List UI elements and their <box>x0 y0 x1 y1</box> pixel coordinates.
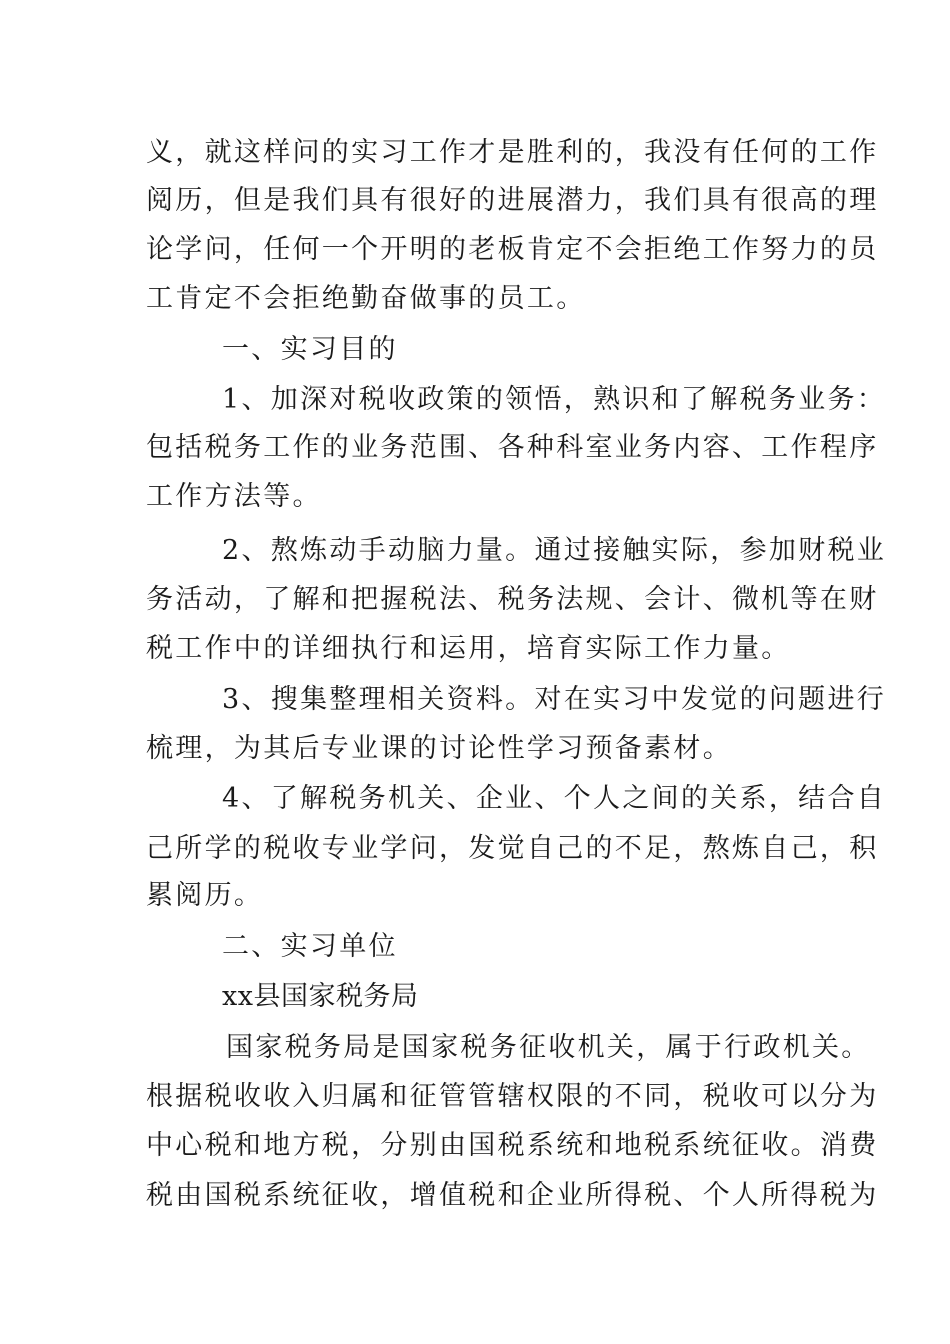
paragraph-line: 务活动，了解和把握税法、税务法规、会计、微机等在财 <box>146 584 879 615</box>
paragraph-line: 己所学的税收专业学问，发觉自己的不足，熬炼自己，积 <box>146 833 879 864</box>
paragraph-line: 阅历，但是我们具有很好的进展潜力，我们具有很高的理 <box>146 185 879 216</box>
list-item-4-line: 4、了解税务机关、企业、个人之间的关系，结合自 <box>222 783 887 814</box>
paragraph-line: 国家税务局是国家税务征收机关，属于行政机关。 <box>226 1032 871 1063</box>
list-item-3-line: 3、搜集整理相关资料。对在实习中发觉的问题进行 <box>222 684 887 715</box>
paragraph-line: 根据税收收入归属和征管管辖权限的不同，税收可以分为 <box>146 1081 879 1112</box>
paragraph-line: 税由国税系统征收，增值税和企业所得税、个人所得税为 <box>146 1180 879 1211</box>
paragraph-line: 税工作中的详细执行和运用，培育实际工作力量。 <box>146 633 791 664</box>
section-heading-purpose: 一、实习目的 <box>222 334 398 365</box>
paragraph-line: 包括税务工作的业务范围、各种科室业务内容、工作程序 <box>146 432 879 463</box>
paragraph-line: 工肯定不会拒绝勤奋做事的员工。 <box>146 283 586 314</box>
unit-name: xx县国家税务局 <box>222 981 419 1012</box>
paragraph-line: 义，就这样问的实习工作才是胜利的，我没有任何的工作 <box>146 137 879 168</box>
paragraph-line: 工作方法等。 <box>146 481 322 512</box>
section-heading-unit: 二、实习单位 <box>222 931 398 962</box>
paragraph-line: 论学问，任何一个开明的老板肯定不会拒绝工作努力的员 <box>146 234 879 265</box>
paragraph-line: 累阅历。 <box>146 880 264 911</box>
paragraph-line: 梳理，为其后专业课的讨论性学习预备素材。 <box>146 733 732 764</box>
list-item-2-line: 2、熬炼动手动脑力量。通过接触实际，参加财税业 <box>222 535 887 566</box>
list-item-1-line: 1、加深对税收政策的领悟，熟识和了解税务业务： <box>222 384 887 415</box>
paragraph-line: 中心税和地方税，分别由国税系统和地税系统征收。消费 <box>146 1130 879 1161</box>
